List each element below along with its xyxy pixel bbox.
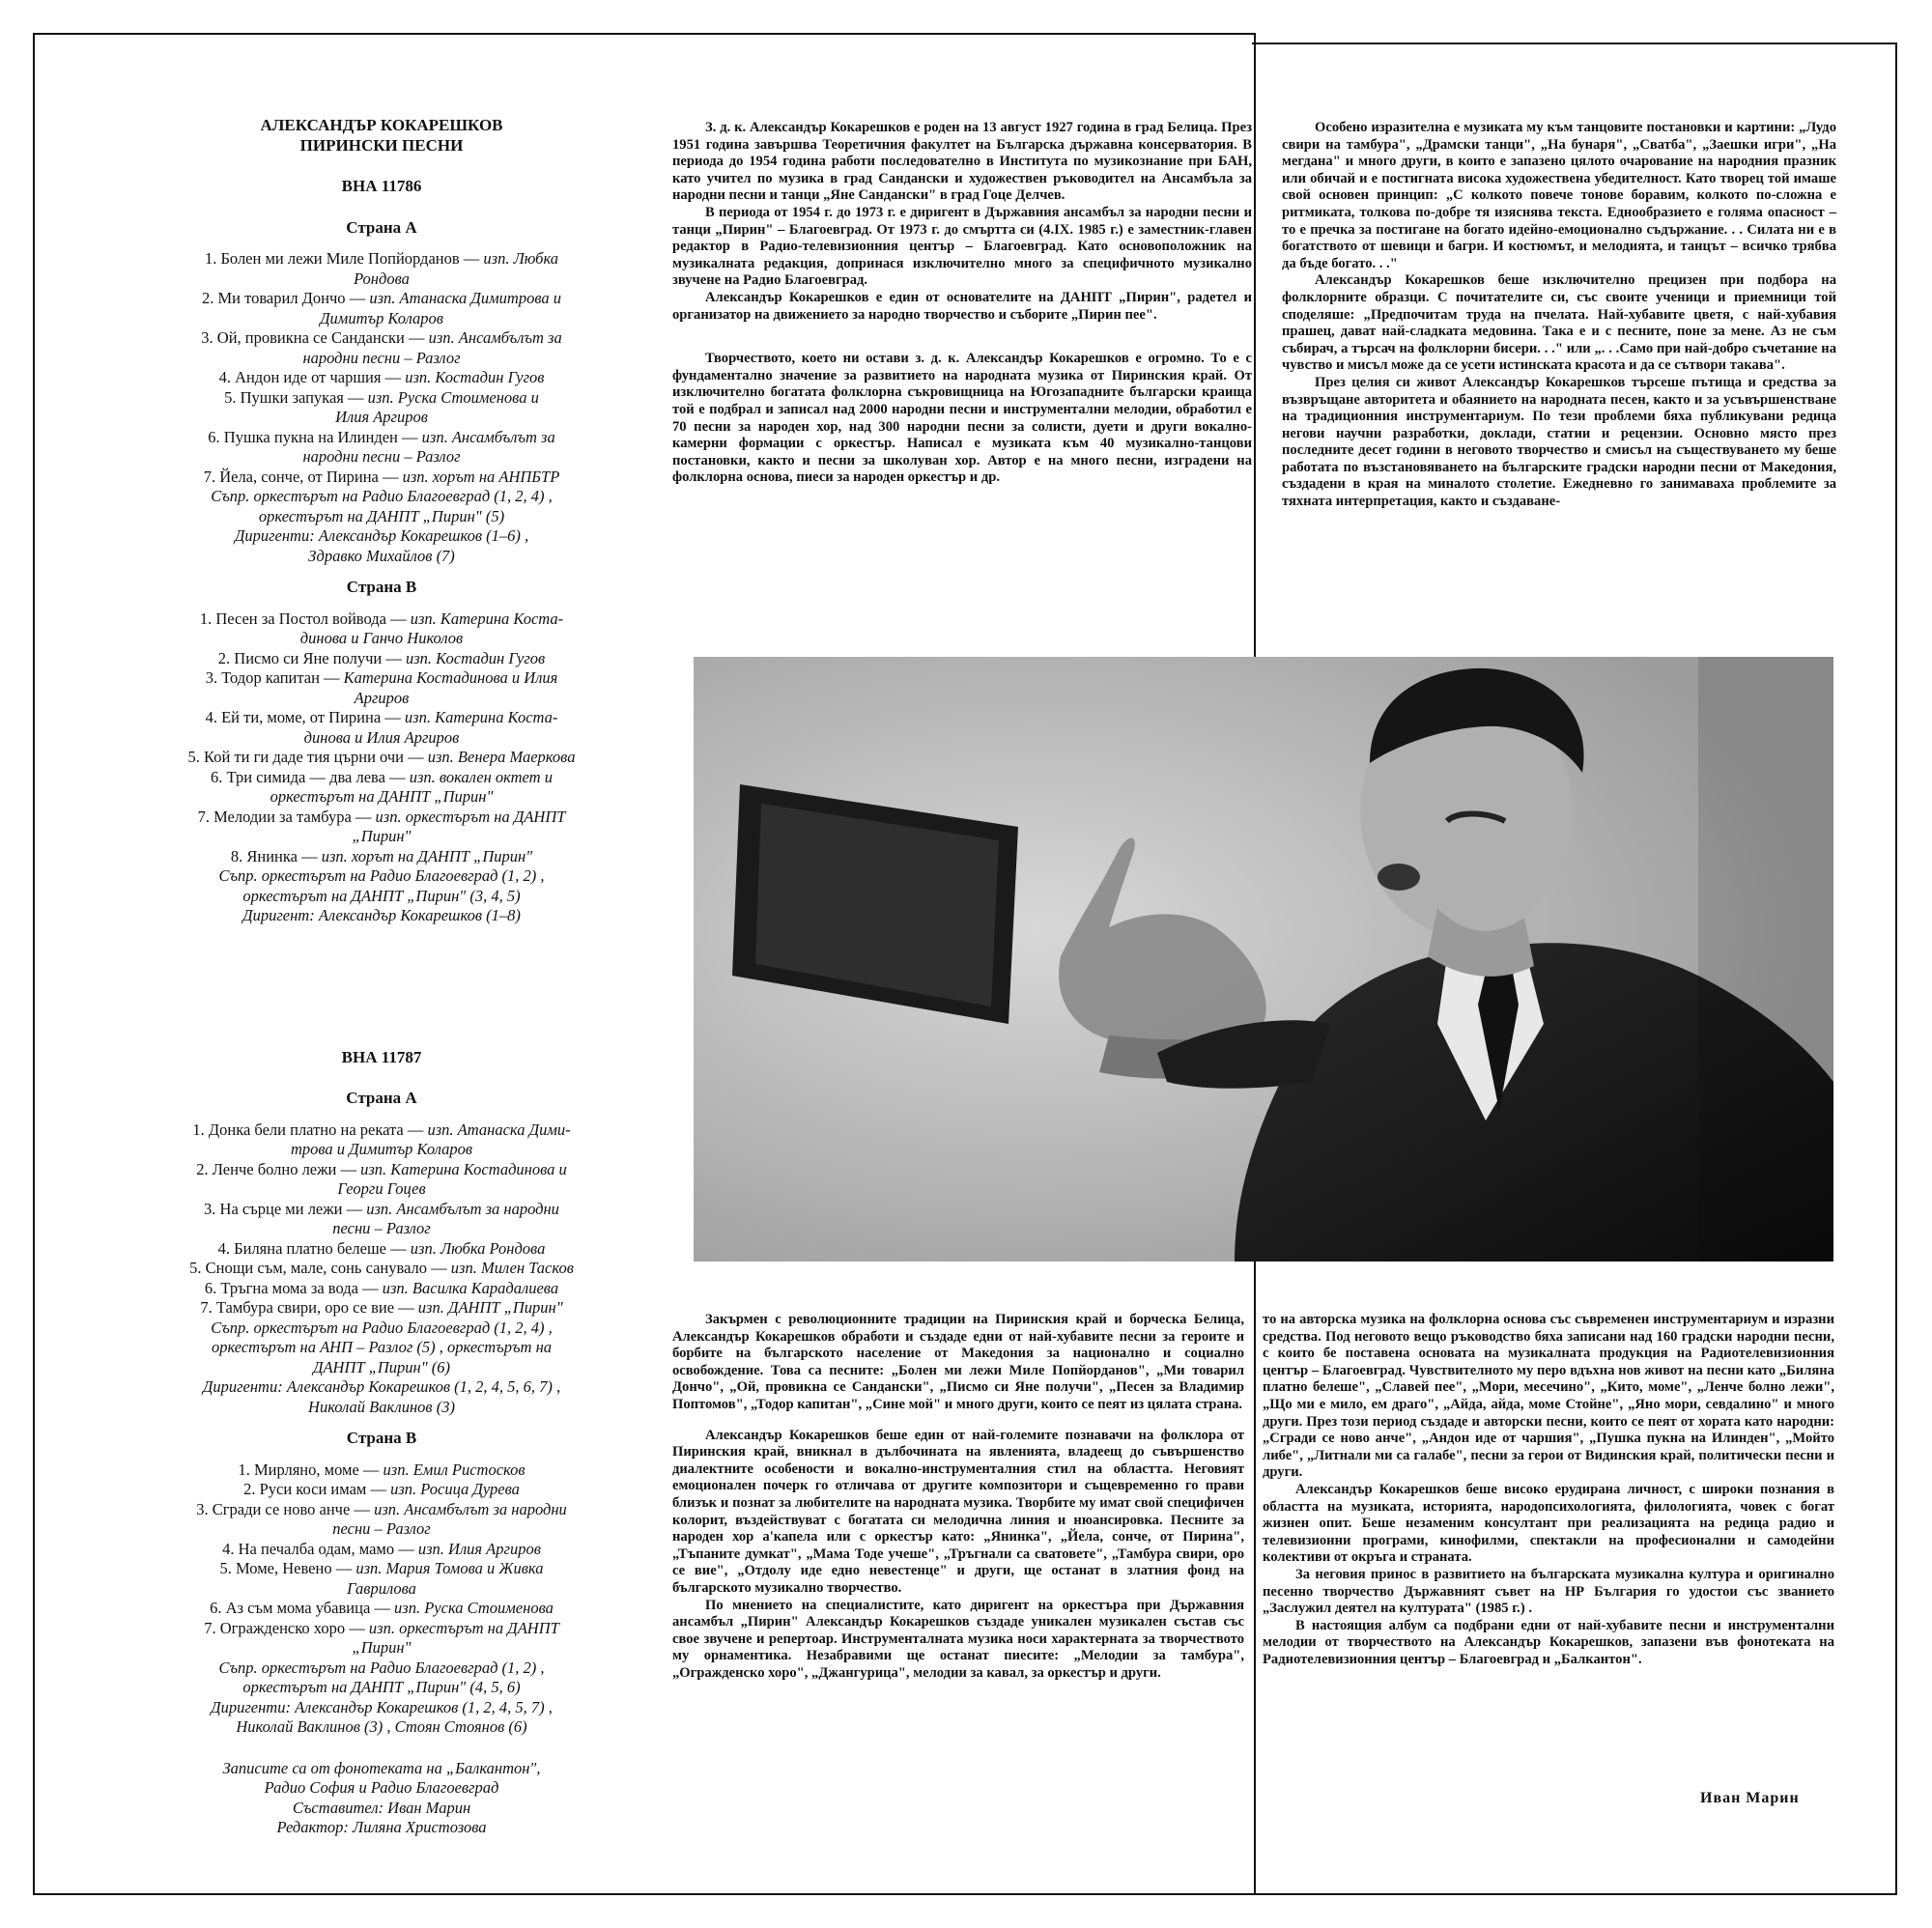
track-line [106,1599,657,1619]
track-title: 3. Ой, провикна се Сандански — [201,328,429,347]
track-line [106,1559,657,1579]
track-line [106,1338,657,1358]
track-line [106,1318,657,1339]
album-artist-title: АЛЕКСАНДЪР КОКАРЕШКОВ [260,116,503,134]
track-line [106,1480,657,1500]
track-line [106,1179,657,1200]
track-performers: изп. Руска Стоименова [394,1599,554,1617]
track-line [106,547,657,567]
track-line [106,1298,657,1318]
track-title: 7. Огражденско хоро — [204,1618,369,1637]
track-performers: ДАНПТ „Пирин" (6) [312,1357,451,1376]
track-title: 2. Руси коси имам — [243,1480,391,1498]
track-line [106,1500,657,1520]
track-title: 4. Андон иде от чаршия — [218,368,406,386]
track-performers: изп. Костадин Гугов [405,648,546,667]
track-line [106,1358,657,1378]
track-performers: изп. оркестърът на ДАНПТ [368,1618,559,1637]
track-line [106,1460,657,1481]
track-line [106,906,657,926]
track-performers: изп. Ансамбълът за народни [366,1199,559,1218]
track-performers: Съпр. оркестърът на Радио Благоевград (1, 2) , [218,866,545,885]
track-line [106,1659,657,1679]
track-performers: изп. Катерина Костадинова и [360,1159,567,1178]
track-line [106,610,657,630]
track-line [106,1619,657,1639]
track-title: 3. Тодор капитан — [205,668,344,687]
conductor-photo-illustration [694,657,1833,1262]
track-performers: изп. Росица Дурева [390,1480,520,1498]
credit-line: Радио София и Радио Благоевград [264,1778,499,1797]
credit-line: Редактор: Лиляна Христозова [276,1818,487,1836]
credit-line: Записите са от фонотеката на „Балкантон", [222,1758,541,1777]
track-title: 5. Кой ти ги даде тия църни очи — [187,748,428,766]
track-line [106,847,657,867]
track-title: 1. Донка бели платно на реката — [192,1120,428,1139]
paragraph: то на авторска музика на фолклорна основа със съвременен инструментариум и изразни средства. Под неговото вещо ръководство бяха записани над 160 градски народни песни, с които бе поставена основата на музикалната продукция на Радиотелевизионния център – Благоевград. Чувствителното му перо вдъхна нов живот на песни като „Биляна платно белеше", „Славей пее", „Мори, месечино", „Кито, моме", „Ленче болно лежи", „Що ми е мило, ем драго", „Айда, айда, моме Стойне", „Яно мори, севдалино" и много други. През този период създаде и авторски песни, които се пеят от хората като народни: „Сгради се ново анче", „Андон иде от чаршия", „Пушка пукна на Илинден", „Мойто либе", „Литнали ми са галабе", песни за герои от Видинския край, политически песни и други. [1263,1312,1834,1481]
track-performers: изп. Василка Карадалиева [382,1278,559,1297]
track-line [106,1140,657,1160]
track-performers: народни песни – Разлог [302,447,461,466]
track-line [106,808,657,828]
tracklist-column [106,116,657,1838]
track-performers: динова и Илия Аргиров [303,727,460,747]
track-line [106,487,657,507]
portrait-photo [694,657,1833,1262]
track-performers: Аргиров [354,688,410,707]
track-performers: Катерина Костадинова и Илия [343,668,558,687]
track-line [106,1540,657,1560]
track-line [106,388,657,409]
track-line [106,269,657,290]
catalog-number-1: ВНА 11786 [341,177,422,195]
track-performers: Съпр. оркестърът на Радио Благоевград (1, 2, 4) , [211,487,553,505]
track-performers: изп. Илия Аргиров [417,1539,541,1558]
track-performers: „Пирин" [352,827,412,845]
track-line [106,1678,657,1698]
paragraph: В настоящия албум са подбрани едни от най-хубавите песни и инструментални мелодии от творчеството на Александър Кокарешков, запазени във фонотеката на Радиотелевизионния център – Благоевград и „Балкантон". [1263,1617,1834,1667]
track-line [106,689,657,709]
track-title: 6. Тръгна мома за вода — [204,1278,383,1297]
track-line [106,289,657,309]
biography-column-4 [1263,1312,1834,1668]
track-line [106,468,657,488]
track-line [106,629,657,649]
track-list [106,1120,657,1418]
track-performers: изп. Любка [483,249,559,268]
track-performers: Съпр. оркестърът на Радио Благоевград (1, 2, 4) , [211,1318,553,1337]
track-title: 8. Янинка — [230,846,322,865]
track-performers: изп. ДАНПТ „Пирин" [417,1298,563,1317]
track-title: 3. На сърце ми лежи — [204,1199,367,1218]
track-title: 2. Ленче болно лежи — [196,1159,361,1178]
track-performers: Диригент: Александър Кокарешков (1–8) [242,906,521,924]
track-title: 2. Писмо си Яне получи — [217,648,406,667]
track-line [106,649,657,669]
track-performers: Георги Гоцев [337,1179,426,1198]
track-title: 7. Тамбура свири, оро се вие — [200,1298,418,1317]
track-line [106,1698,657,1718]
track-title: 6. Пушка пукна на Илинден — [208,427,422,446]
track-line [106,708,657,728]
paragraph: Творчеството, което ни остави з. д. к. Александър Кокарешков е огромно. То е с фундаментално значение за развитието на народната музика от Пиринския край. От изключително богатата фолклорна съкровищница на Югозападните български краища той е подбрал и записал над 2000 народни песни и инструментални мелодии, обработил е 70 песни за народен хор, над 300 народни песни за солисти, дуети и други вокално-камерни формации с оркестър. Написал е музиката към 40 музикално-танцови постановки, както и песни за школуван хор. Автор е на много песни, изградени на фолклорна основа, пиеси за народен оркестър и др. [672,351,1252,486]
track-line [106,1717,657,1738]
track-title: 1. Мирляно, моме — [238,1460,384,1479]
track-performers: изп. Ансамбълът за народни [374,1499,567,1518]
track-performers: изп. хорът на АНПБТР [402,467,560,486]
paragraph: По мнението на специалистите, като диригент на оркестъра при Държавния ансамбъл „Пирин" Александър Кокарешков създаде уникален музикален състав със свое звучене и репертоар. Инструменталната музика носи характерната за творчеството му орнаментика. Незабравими ще останат пиесите: „Мелодии за тамбура", „Огражденско хоро", „Джангурица", мелодии за кавал, за оркестър и други. [672,1597,1244,1681]
track-title: 4. Биляна платно белеше — [217,1238,411,1258]
track-title: 4. На печалба одам, мамо — [222,1539,418,1558]
track-title: 6. Три симида — два лева — [211,767,410,786]
paragraph: Александър Кокарешков е един от основателите на ДАНПТ „Пирин", радетел и организатор на движението за народно творчество и съборите „Пирин пее". [672,289,1252,323]
track-performers: изп. Емил Ристосков [383,1460,526,1479]
track-title: 7. Мелодии за тамбура — [197,807,376,826]
paragraph: За неговия принос в развитието на българската музикална култура и оригинално песенно творчество Държавният съвет на НР България го удостои със званието „Заслужил деятел на културата" (1985 г.) . [1263,1566,1834,1617]
track-title: 2. Ми товарил Дончо — [201,289,370,307]
track-performers: изп. Атанаска Дими- [427,1120,571,1139]
biography-column-2 [1282,120,1836,511]
track-title: 1. Болен ми лежи Миле Попйорданов — [204,249,484,268]
track-performers: Диригенти: Александър Кокарешков (1, 2, 4, 5, 6, 7) , [202,1377,561,1396]
paragraph: З. д. к. Александър Кокарешков е роден на 13 август 1927 година в град Белица. През 1951 година завършва Теоретичния факултет на Българска държавна консерватория. В периода до 1954 година работи последователно в Института по музикознание при БАН, като учител по музика в град Сандански и художествен ръководител на Ансамбъла за народни песни и танци „Яне Сандански" в град Гоце Делчев. [672,120,1252,204]
track-performers: Рондова [354,269,410,288]
track-performers: оркестърът на ДАНПТ „Пирин" (3, 4, 5) [242,886,521,905]
track-list [106,249,657,566]
track-performers: Николай Ваклинов (3) , Стоян Стоянов (6) [236,1717,527,1736]
track-line [106,748,657,768]
album-title: ПИРИНСКИ ПЕСНИ [299,135,464,155]
track-line [106,428,657,448]
track-performers: Димитър Коларов [320,308,443,327]
paragraph: Особено изразителна е музиката му към танцовите постановки и картини: „Лудо свири на тамбура", „Драмски танци", „На бунаря", „Сватба", „Заешки игри", „На мегдана" и много други, в които е запазено цялото очарование на народния празник или обичай и е постигната висока художествена убедителност. Като творец той имаше свой основен принцип: „С колкото повече тонове боравим, колкото по-сложна е ритмиката, толкова по-добре тя изяснява текста. Еднообразието е голяма опасност – то е пречка за постигане на богато идейно-емоционално съдържание. . . Силата ни е в богатството от шевици и багри. И костюмът, и мелодията, и танцът – всичко трябва да бъде богато. . ." [1282,120,1836,271]
track-line [106,1239,657,1260]
track-performers: изп. Милен Тасков [450,1259,574,1277]
track-line [106,1519,657,1540]
track-line [106,447,657,468]
track-title: 3. Сгради се ново анче — [196,1499,375,1518]
track-performers: оркестърът на ДАНПТ „Пирин" (5) [258,506,505,525]
track-title: 7. Йела, сонче, от Пирина — [203,467,403,486]
track-performers: изп. Катерина Коста- [410,609,564,628]
track-performers: оркестърът на ДАНПТ „Пирин" [270,787,494,806]
credits [106,1759,657,1838]
track-performers: Илия Аргиров [335,408,428,426]
track-performers: Здравко Михайлов (7) [308,546,455,565]
track-performers: изп. Костадин Гугов [405,368,545,386]
track-title: 5. Пушки запукая — [224,387,368,407]
track-performers: изп. Атанаска Димитрова и [369,289,562,307]
track-line [106,309,657,329]
track-performers: динова и Ганчо Николов [299,629,464,647]
track-performers: Николай Ваклинов (3) [308,1397,455,1416]
track-line [106,1398,657,1418]
track-line [106,526,657,547]
track-line [106,249,657,269]
track-performers: изп. вокален октет и [409,767,553,786]
track-performers: Диригенти: Александър Кокарешков (1–6) , [234,526,529,545]
catalog-number-2: ВНА 11787 [341,1047,422,1066]
track-performers: изп. Руска Стоименова и [367,387,539,407]
track-performers: оркестърът на ДАНПТ „Пирин" (4, 5, 6) [242,1678,521,1696]
track-line [106,1219,657,1239]
paragraph: В периода от 1954 г. до 1973 г. е диригент в Държавния ансамбъл за народни песни и танци „Пирин" – Благоевград. От 1973 г. до смъртта си (4.IX. 1985 г.) е заместник-главен редактор в Радио-телевизионния център – Благоевград. Като основоположник на музикалната редакция, допринася изключително много за специфичното музикално звучене на Радио Благоевград. [672,204,1252,289]
track-performers: народни песни – Разлог [302,348,461,367]
track-line [106,1120,657,1141]
track-line [106,668,657,689]
side-heading: Страна В [346,578,417,596]
track-line [106,408,657,428]
credit-line: Съставител: Иван Марин [292,1798,471,1817]
track-line [106,1279,657,1299]
track-performers: трова и Димитър Коларов [290,1140,473,1158]
biography-column-1 [672,120,1252,487]
track-list [106,610,657,926]
track-title: 6. Аз съм мома убавица — [210,1599,395,1617]
track-list [106,1460,657,1738]
paragraph: Александър Кокарешков беше високо ерудирана личност, с широки познания в областта на музиката, историята, народопсихологията, филологията, човек с богат жизнен опит. Беше незаменим консултант при реализацията на редица радио и телевизионни програми, кинофилми, спектакли на професионални и самодейни колективи от окръга и страната. [1263,1481,1834,1566]
side-heading: Страна В [346,1429,417,1447]
track-line [106,887,657,907]
side-heading: Страна А [346,1089,417,1107]
track-line [106,866,657,887]
track-performers: песни – Разлог [332,1219,431,1237]
track-performers: „Пирин" [352,1638,412,1657]
paragraph: Александър Кокарешков беше един от най-големите познавачи на фолклора от Пиринския край, вникнал в дълбочината на явленията, владеещ до съвършенство диалектните особености и вокално-инструменталния стил на областта. Неговият емоционален почерк го отличава от другите композитори и същевременно го прави близък и познат за любителите на народната музика. Творбите му имат свой специфичен колорит, въздействуват с богатата си мелодична линия и нюансировка. Песните за народен хор а'капела или с оркестър като: „Янинка", „Йела, сонче, от Пирина", „Тъпаните думкат", „Мама Тоде учеше", „Тръгнали са сватовете", „Тамбура свири, оро се вие", „Отдолу иде едно невестенце" и други, ще останат в златния фонд на българското музикално творчество. [672,1427,1244,1596]
track-line [106,368,657,388]
track-line [106,1259,657,1279]
track-line [106,507,657,527]
track-performers: изп. Венера Маеркова [427,748,576,766]
track-title: 5. Моме, Невено — [219,1559,356,1577]
track-performers: изп. Ансамбълът за [428,328,562,347]
track-performers: песни – Разлог [332,1519,431,1538]
track-performers: изп. Ансамбълът за [421,427,555,446]
track-line [106,1579,657,1600]
track-performers: Съпр. оркестърът на Радио Благоевград (1, 2) , [218,1658,545,1677]
track-line [106,768,657,788]
track-line [106,1377,657,1398]
track-performers: изп. Катерина Коста- [404,708,558,726]
track-performers: Диригенти: Александър Кокарешков (1, 2, 4, 5, 7) , [211,1697,553,1716]
track-performers: оркестърът на АНП – Разлог (5) , оркестърът на [211,1338,553,1356]
track-line [106,827,657,847]
page-frame-right-top [1252,43,1897,44]
track-line [106,787,657,808]
track-line [106,728,657,749]
track-line [106,349,657,369]
track-line [106,1160,657,1180]
track-line [106,328,657,349]
track-performers: изп. оркестърът на ДАНПТ [375,807,566,826]
track-line [106,1200,657,1220]
biography-column-3 [672,1312,1244,1682]
track-line [106,1638,657,1659]
paragraph: Закърмен с революционните традиции на Пиринския край и борческа Белица, Александър Кокарешков обработи и създаде едни от най-хубавите песни за героите и борбите на българското население от Македония за национално и социално освобождение. Това са песните: „Болен ми лежи Миле Попйорданов", „Ми товарил Дончо", „Ой, провикна се Сандански", „Писмо си Яне получи", „Песен за Владимир Поптомов", „Тодор капитан", „Сине мой" и много други, които се пеят из цялата страна. [672,1312,1244,1412]
track-title: 5. Снощи съм, мале, сонь санувало — [189,1259,451,1277]
track-title: 4. Ей ти, моме, от Пирина — [205,708,405,726]
track-performers: Гаврилова [347,1578,416,1598]
side-heading: Страна А [346,217,417,237]
track-performers: изп. Любка Рондова [410,1238,546,1258]
track-performers: изп. хорът на ДАНПТ „Пирин" [321,846,533,865]
author-signature: Иван Марин [1700,1790,1800,1806]
paragraph: През целия си живот Александър Кокарешков търсеше пътища и средства за възвръщане авторитета и обаянието на народната песен, както и за усъвършенстване на традиционния инструментариум. По тези проблеми бяха публикувани редица негови научни разработки, доклади, статии и рецензии. Основно място през последните десет години в неговото творчество и смисъл на съществуването му беше работата по възстановяването на българските градски народни песни от Македония, създадени в края на миналото столетие. Ежедневно го занимаваха проблемите за тяхната интерпретация, както и създаване- [1282,374,1836,510]
track-performers: изп. Мария Томова и Живка [355,1559,544,1577]
paragraph: Александър Кокарешков беше изключително прецизен при подбора на фолклорните образци. С почитателите си, със своите ученици и приемници той споделяше: „Предпочитам труда на пчелата. Най-хубавите цветя, с най-хубавия прашец, дават най-сладката медовина. Така е и с песните, поне за мене. Аз не съм събирач, а търсач на фолклорни бисери. . ." или „. . .Само при най-добро съчетание на чувство и мисъл може да се усети истинската красота и да се сътвори такава". [1282,272,1836,374]
track-title: 1. Песен за Постол войвода — [199,609,411,628]
